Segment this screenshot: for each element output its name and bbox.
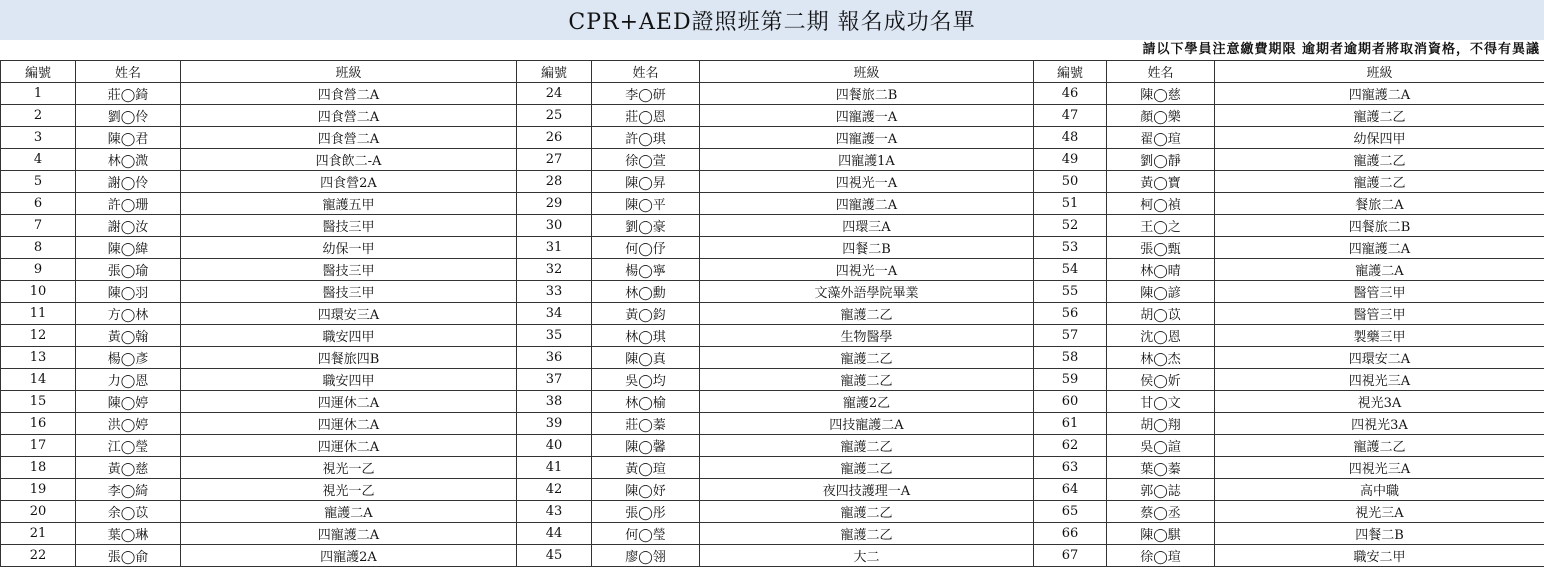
cell-number: 6 bbox=[1, 193, 76, 215]
cell-number: 41 bbox=[517, 457, 592, 479]
cell-class: 四寵護一A bbox=[700, 127, 1034, 149]
cell-name: 張◯甄 bbox=[1107, 237, 1215, 259]
cell-name: 吳◯諠 bbox=[1107, 435, 1215, 457]
cell-class: 四餐二B bbox=[700, 237, 1034, 259]
cell-number: 18 bbox=[1, 457, 76, 479]
cell-name: 陳◯慈 bbox=[1107, 83, 1215, 105]
cell-name: 胡◯翔 bbox=[1107, 413, 1215, 435]
cell-number: 51 bbox=[1034, 193, 1107, 215]
cell-number: 3 bbox=[1, 127, 76, 149]
cell-name: 何◯伃 bbox=[592, 237, 700, 259]
cell-class: 寵護二乙 bbox=[1215, 171, 1544, 193]
cell-name: 莊◯恩 bbox=[592, 105, 700, 127]
roster-body bbox=[1, 83, 1544, 567]
cell-class: 文藻外語學院畢業 bbox=[700, 281, 1034, 303]
cell-number: 63 bbox=[1034, 457, 1107, 479]
page-title: CPR+AED證照班第二期 報名成功名單 bbox=[568, 5, 975, 36]
cell-class: 醫管三甲 bbox=[1215, 303, 1544, 325]
cell-number: 54 bbox=[1034, 259, 1107, 281]
table-row bbox=[1, 347, 1544, 369]
cell-class: 生物醫學 bbox=[700, 325, 1034, 347]
cell-number: 29 bbox=[517, 193, 592, 215]
cell-name: 徐◯瑄 bbox=[1107, 545, 1215, 567]
header-number: 編號 bbox=[1034, 61, 1107, 83]
cell-class: 四視光3A bbox=[1215, 413, 1544, 435]
cell-class: 四食營二A bbox=[181, 105, 517, 127]
cell-number: 27 bbox=[517, 149, 592, 171]
cell-number: 43 bbox=[517, 501, 592, 523]
table-row bbox=[1, 281, 1544, 303]
cell-name: 張◯俞 bbox=[76, 545, 181, 567]
cell-name: 陳◯平 bbox=[592, 193, 700, 215]
cell-name: 楊◯彥 bbox=[76, 347, 181, 369]
cell-number: 11 bbox=[1, 303, 76, 325]
header-row bbox=[1, 61, 1544, 83]
cell-name: 顏◯樂 bbox=[1107, 105, 1215, 127]
cell-name: 林◯勳 bbox=[592, 281, 700, 303]
cell-number: 14 bbox=[1, 369, 76, 391]
cell-number: 19 bbox=[1, 479, 76, 501]
header-class: 班級 bbox=[700, 61, 1034, 83]
cell-number: 24 bbox=[517, 83, 592, 105]
cell-number: 15 bbox=[1, 391, 76, 413]
cell-number: 22 bbox=[1, 545, 76, 567]
cell-class: 四寵護二A bbox=[181, 523, 517, 545]
cell-class: 職安四甲 bbox=[181, 325, 517, 347]
cell-name: 劉◯伶 bbox=[76, 105, 181, 127]
cell-class: 醫管三甲 bbox=[1215, 281, 1544, 303]
cell-name: 陳◯婷 bbox=[76, 391, 181, 413]
cell-name: 翟◯瑄 bbox=[1107, 127, 1215, 149]
header-name: 姓名 bbox=[76, 61, 181, 83]
table-row bbox=[1, 259, 1544, 281]
header-name: 姓名 bbox=[1107, 61, 1215, 83]
cell-number: 49 bbox=[1034, 149, 1107, 171]
cell-name: 陳◯羽 bbox=[76, 281, 181, 303]
cell-class: 四視光一A bbox=[700, 171, 1034, 193]
cell-class: 寵護二乙 bbox=[700, 369, 1034, 391]
cell-name: 劉◯靜 bbox=[1107, 149, 1215, 171]
cell-number: 31 bbox=[517, 237, 592, 259]
cell-name: 林◯溦 bbox=[76, 149, 181, 171]
cell-class: 四運休二A bbox=[181, 391, 517, 413]
cell-name: 侯◯妡 bbox=[1107, 369, 1215, 391]
cell-number: 4 bbox=[1, 149, 76, 171]
page-title-bar bbox=[0, 0, 1544, 40]
cell-name: 謝◯伶 bbox=[76, 171, 181, 193]
cell-name: 洪◯婷 bbox=[76, 413, 181, 435]
cell-class: 視光一乙 bbox=[181, 479, 517, 501]
cell-class: 四餐旅二B bbox=[700, 83, 1034, 105]
cell-number: 59 bbox=[1034, 369, 1107, 391]
cell-class: 寵護二乙 bbox=[700, 303, 1034, 325]
cell-class: 寵護二A bbox=[1215, 259, 1544, 281]
cell-class: 四食飲二-A bbox=[181, 149, 517, 171]
cell-class: 視光3A bbox=[1215, 391, 1544, 413]
cell-class: 寵護二乙 bbox=[700, 347, 1034, 369]
cell-number: 57 bbox=[1034, 325, 1107, 347]
payment-notice: 請以下學員注意繳費期限 逾期者逾期者將取消資格，不得有異議 bbox=[1142, 40, 1540, 60]
cell-class: 四餐旅四B bbox=[181, 347, 517, 369]
cell-number: 32 bbox=[517, 259, 592, 281]
cell-class: 醫技三甲 bbox=[181, 259, 517, 281]
cell-number: 37 bbox=[517, 369, 592, 391]
table-row bbox=[1, 457, 1544, 479]
cell-number: 62 bbox=[1034, 435, 1107, 457]
cell-name: 黃◯寶 bbox=[1107, 171, 1215, 193]
cell-name: 陳◯諺 bbox=[1107, 281, 1215, 303]
cell-name: 余◯苡 bbox=[76, 501, 181, 523]
table-row bbox=[1, 523, 1544, 545]
table-row bbox=[1, 325, 1544, 347]
table-row bbox=[1, 149, 1544, 171]
roster-table bbox=[0, 60, 1544, 567]
cell-class: 四視光三A bbox=[1215, 369, 1544, 391]
cell-class: 四運休二A bbox=[181, 413, 517, 435]
cell-class: 製藥三甲 bbox=[1215, 325, 1544, 347]
cell-number: 66 bbox=[1034, 523, 1107, 545]
cell-name: 陳◯真 bbox=[592, 347, 700, 369]
cell-class: 四寵護一A bbox=[700, 105, 1034, 127]
cell-class: 四餐二B bbox=[1215, 523, 1544, 545]
cell-number: 64 bbox=[1034, 479, 1107, 501]
cell-name: 力◯恩 bbox=[76, 369, 181, 391]
table-row bbox=[1, 105, 1544, 127]
cell-class: 寵護二乙 bbox=[1215, 149, 1544, 171]
header-number: 編號 bbox=[517, 61, 592, 83]
cell-name: 吳◯均 bbox=[592, 369, 700, 391]
cell-class: 寵護五甲 bbox=[181, 193, 517, 215]
cell-number: 28 bbox=[517, 171, 592, 193]
table-row bbox=[1, 193, 1544, 215]
cell-number: 7 bbox=[1, 215, 76, 237]
table-row bbox=[1, 369, 1544, 391]
cell-number: 30 bbox=[517, 215, 592, 237]
cell-name: 李◯研 bbox=[592, 83, 700, 105]
cell-number: 47 bbox=[1034, 105, 1107, 127]
cell-number: 9 bbox=[1, 259, 76, 281]
cell-name: 林◯晴 bbox=[1107, 259, 1215, 281]
cell-number: 39 bbox=[517, 413, 592, 435]
cell-number: 1 bbox=[1, 83, 76, 105]
cell-class: 四食營二A bbox=[181, 127, 517, 149]
cell-name: 江◯瑩 bbox=[76, 435, 181, 457]
cell-number: 16 bbox=[1, 413, 76, 435]
cell-name: 劉◯豪 bbox=[592, 215, 700, 237]
cell-name: 廖◯翎 bbox=[592, 545, 700, 567]
cell-class: 四環三A bbox=[700, 215, 1034, 237]
cell-name: 郭◯誌 bbox=[1107, 479, 1215, 501]
cell-name: 許◯琪 bbox=[592, 127, 700, 149]
cell-class: 四寵護1A bbox=[700, 149, 1034, 171]
cell-number: 50 bbox=[1034, 171, 1107, 193]
table-row bbox=[1, 391, 1544, 413]
cell-number: 56 bbox=[1034, 303, 1107, 325]
cell-name: 張◯瑜 bbox=[76, 259, 181, 281]
header-name: 姓名 bbox=[592, 61, 700, 83]
cell-number: 60 bbox=[1034, 391, 1107, 413]
cell-name: 陳◯昇 bbox=[592, 171, 700, 193]
cell-name: 方◯林 bbox=[76, 303, 181, 325]
cell-class: 醫技三甲 bbox=[181, 281, 517, 303]
cell-name: 李◯綺 bbox=[76, 479, 181, 501]
cell-number: 45 bbox=[517, 545, 592, 567]
cell-name: 葉◯蓁 bbox=[1107, 457, 1215, 479]
cell-name: 林◯琪 bbox=[592, 325, 700, 347]
table-row bbox=[1, 501, 1544, 523]
cell-number: 53 bbox=[1034, 237, 1107, 259]
cell-class: 四視光一A bbox=[700, 259, 1034, 281]
cell-class: 寵護二乙 bbox=[700, 435, 1034, 457]
cell-class: 高中職 bbox=[1215, 479, 1544, 501]
cell-number: 25 bbox=[517, 105, 592, 127]
cell-number: 21 bbox=[1, 523, 76, 545]
header-class: 班級 bbox=[1215, 61, 1544, 83]
header-number: 編號 bbox=[1, 61, 76, 83]
cell-name: 徐◯萱 bbox=[592, 149, 700, 171]
cell-name: 胡◯苡 bbox=[1107, 303, 1215, 325]
table-row bbox=[1, 171, 1544, 193]
cell-name: 何◯瑩 bbox=[592, 523, 700, 545]
cell-name: 林◯杰 bbox=[1107, 347, 1215, 369]
table-row bbox=[1, 215, 1544, 237]
cell-number: 46 bbox=[1034, 83, 1107, 105]
cell-number: 17 bbox=[1, 435, 76, 457]
cell-class: 幼保四甲 bbox=[1215, 127, 1544, 149]
cell-name: 楊◯寧 bbox=[592, 259, 700, 281]
cell-number: 2 bbox=[1, 105, 76, 127]
cell-class: 寵護二乙 bbox=[1215, 105, 1544, 127]
cell-name: 柯◯禎 bbox=[1107, 193, 1215, 215]
cell-class: 寵護二乙 bbox=[700, 523, 1034, 545]
cell-name: 黃◯瑄 bbox=[592, 457, 700, 479]
cell-name: 許◯珊 bbox=[76, 193, 181, 215]
cell-number: 58 bbox=[1034, 347, 1107, 369]
cell-class: 寵護二乙 bbox=[1215, 435, 1544, 457]
cell-name: 林◯榆 bbox=[592, 391, 700, 413]
cell-class: 四技寵護二A bbox=[700, 413, 1034, 435]
cell-class: 四寵護二A bbox=[1215, 237, 1544, 259]
cell-number: 65 bbox=[1034, 501, 1107, 523]
cell-class: 四食營2A bbox=[181, 171, 517, 193]
cell-number: 44 bbox=[517, 523, 592, 545]
cell-name: 甘◯文 bbox=[1107, 391, 1215, 413]
cell-class: 餐旅二A bbox=[1215, 193, 1544, 215]
table-row bbox=[1, 127, 1544, 149]
cell-number: 52 bbox=[1034, 215, 1107, 237]
cell-name: 王◯之 bbox=[1107, 215, 1215, 237]
cell-class: 職安二甲 bbox=[1215, 545, 1544, 567]
cell-number: 10 bbox=[1, 281, 76, 303]
cell-name: 沈◯恩 bbox=[1107, 325, 1215, 347]
cell-number: 35 bbox=[517, 325, 592, 347]
cell-class: 大二 bbox=[700, 545, 1034, 567]
cell-class: 視光三A bbox=[1215, 501, 1544, 523]
cell-name: 張◯彤 bbox=[592, 501, 700, 523]
table-row bbox=[1, 83, 1544, 105]
cell-name: 陳◯緯 bbox=[76, 237, 181, 259]
cell-class: 視光一乙 bbox=[181, 457, 517, 479]
cell-class: 四寵護二A bbox=[1215, 83, 1544, 105]
cell-class: 四視光三A bbox=[1215, 457, 1544, 479]
cell-class: 四寵護2A bbox=[181, 545, 517, 567]
cell-name: 謝◯汝 bbox=[76, 215, 181, 237]
cell-name: 蔡◯丞 bbox=[1107, 501, 1215, 523]
cell-number: 13 bbox=[1, 347, 76, 369]
cell-name: 陳◯馨 bbox=[592, 435, 700, 457]
table-row bbox=[1, 479, 1544, 501]
cell-number: 61 bbox=[1034, 413, 1107, 435]
cell-number: 8 bbox=[1, 237, 76, 259]
header-class: 班級 bbox=[181, 61, 517, 83]
cell-number: 38 bbox=[517, 391, 592, 413]
cell-name: 莊◯蓁 bbox=[592, 413, 700, 435]
cell-class: 四環安三A bbox=[181, 303, 517, 325]
cell-class: 寵護二A bbox=[181, 501, 517, 523]
cell-class: 四寵護二A bbox=[700, 193, 1034, 215]
cell-name: 莊◯錡 bbox=[76, 83, 181, 105]
table-row bbox=[1, 413, 1544, 435]
cell-number: 20 bbox=[1, 501, 76, 523]
cell-number: 34 bbox=[517, 303, 592, 325]
cell-name: 黃◯翰 bbox=[76, 325, 181, 347]
cell-number: 36 bbox=[517, 347, 592, 369]
cell-number: 67 bbox=[1034, 545, 1107, 567]
cell-name: 陳◯騏 bbox=[1107, 523, 1215, 545]
cell-class: 四運休二A bbox=[181, 435, 517, 457]
cell-class: 寵護2乙 bbox=[700, 391, 1034, 413]
cell-class: 寵護二乙 bbox=[700, 457, 1034, 479]
cell-class: 夜四技護理一A bbox=[700, 479, 1034, 501]
table-row bbox=[1, 435, 1544, 457]
cell-name: 陳◯妤 bbox=[592, 479, 700, 501]
cell-number: 55 bbox=[1034, 281, 1107, 303]
cell-class: 醫技三甲 bbox=[181, 215, 517, 237]
cell-class: 四食營二A bbox=[181, 83, 517, 105]
cell-class: 寵護二乙 bbox=[700, 501, 1034, 523]
cell-number: 5 bbox=[1, 171, 76, 193]
table-row bbox=[1, 303, 1544, 325]
cell-number: 12 bbox=[1, 325, 76, 347]
cell-number: 40 bbox=[517, 435, 592, 457]
cell-class: 四環安二A bbox=[1215, 347, 1544, 369]
cell-number: 33 bbox=[517, 281, 592, 303]
table-row bbox=[1, 237, 1544, 259]
cell-name: 黃◯慈 bbox=[76, 457, 181, 479]
cell-number: 48 bbox=[1034, 127, 1107, 149]
cell-class: 職安四甲 bbox=[181, 369, 517, 391]
cell-name: 葉◯琳 bbox=[76, 523, 181, 545]
cell-name: 黃◯鈞 bbox=[592, 303, 700, 325]
cell-class: 四餐旅二B bbox=[1215, 215, 1544, 237]
table-row bbox=[1, 545, 1544, 567]
cell-class: 幼保一甲 bbox=[181, 237, 517, 259]
cell-name: 陳◯君 bbox=[76, 127, 181, 149]
cell-number: 26 bbox=[517, 127, 592, 149]
cell-number: 42 bbox=[517, 479, 592, 501]
